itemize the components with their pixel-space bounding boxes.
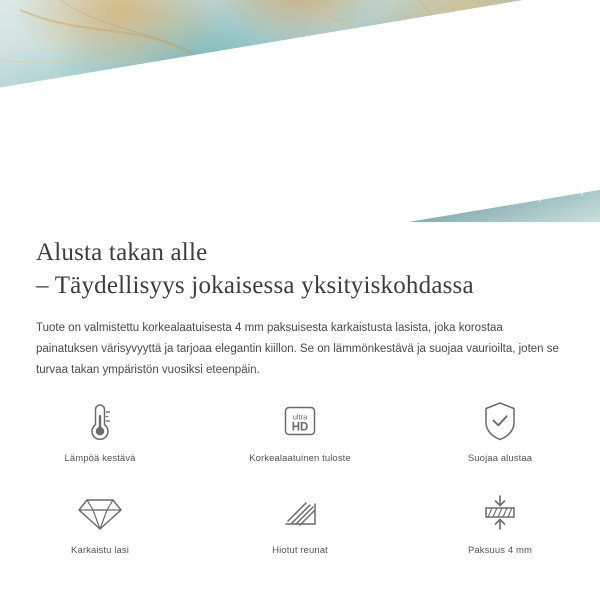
feature-item-tempered-glass [0, 490, 200, 556]
description-paragraph: Tuote on valmistettu korkealaatuisesta 4 mm paksuisesta karkaistusta lasista, joka korostaa painatuksen värisyvyyttä ja tarjoaa elegantin kiillon. Se on lämmönkestävä ja suojaa vaurioilta, joten se turvaa takan ympäristön vuosiksi eteenpäin. [36, 322, 559, 376]
feature-label: Lämpöä kestävä [64, 453, 136, 464]
feature-item-thickness [400, 490, 600, 556]
description-block [0, 302, 600, 381]
hero-image [0, 0, 600, 222]
page-title [0, 222, 600, 302]
feature-item-surface-protection [400, 398, 600, 464]
feature-label: Karkaistu lasi [71, 545, 129, 556]
feature-grid [0, 398, 600, 556]
feature-label: Paksuus 4 mm [467, 545, 533, 556]
svg-text:ultra: ultra [292, 412, 308, 422]
headline-line-2: – Täydellisyys jokaisessa yksityiskohdassa [36, 272, 474, 299]
feature-item-polished-edges [200, 490, 400, 556]
svg-text:HD: HD [291, 421, 309, 434]
thickness-icon [478, 490, 522, 536]
headline-line-1: Alusta takan alle [36, 239, 208, 266]
ultra-hd-icon [278, 398, 322, 444]
feature-label: Suojaa alustaa [467, 453, 533, 464]
polished-edges-icon [278, 490, 322, 536]
diamond-icon [77, 490, 123, 536]
shield-check-icon [480, 398, 520, 444]
feature-label: Korkealaatuinen tuloste [249, 453, 351, 464]
feature-item-print-quality [200, 398, 400, 464]
text-content [0, 222, 600, 381]
feature-label: Hiotut reunat [272, 545, 328, 556]
feature-item-heat-resistant [0, 398, 200, 464]
thermometer-icon [83, 398, 117, 444]
